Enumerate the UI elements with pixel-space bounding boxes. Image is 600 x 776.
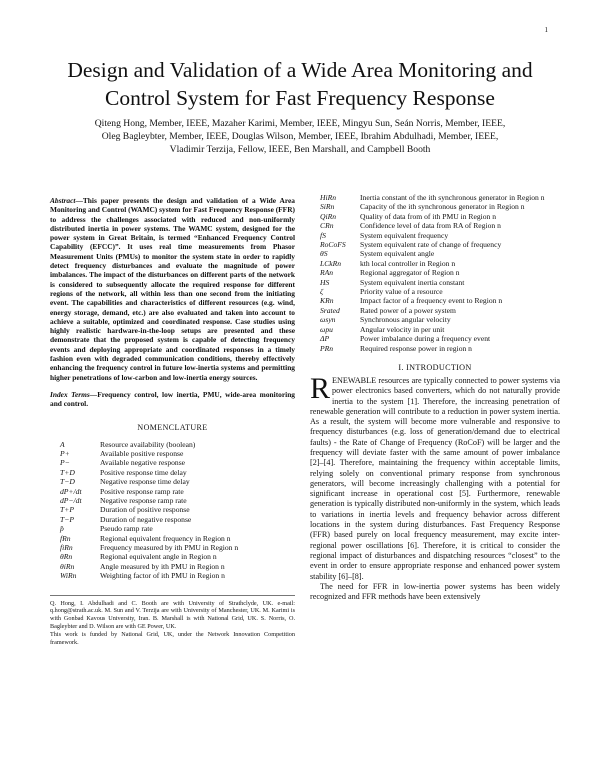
nomenclature-description: System equivalent rate of change of frequency [360, 240, 502, 250]
nomenclature-description: Power imbalance during a frequency event [360, 334, 491, 344]
nomenclature-symbol: RoCoFS [320, 240, 346, 250]
nomenclature-symbol: ΔP [320, 334, 330, 344]
nomenclature-row [50, 477, 295, 486]
right-column [310, 193, 560, 602]
nomenclature-description: Regional equivalent angle in Region n [100, 552, 217, 562]
nomenclature-row [50, 534, 295, 543]
nomenclature-description: Available negative response [100, 458, 186, 468]
nomenclature-table-right [310, 193, 560, 353]
nomenclature-symbol: ωsyn [320, 315, 336, 325]
nomenclature-symbol: θRn [60, 552, 73, 562]
nomenclature-symbol: fiRn [60, 543, 73, 552]
nomenclature-symbol: A [60, 439, 65, 449]
nomenclature-description: Duration of positive response [100, 505, 190, 515]
nomenclature-symbol: fRn [60, 533, 71, 543]
nomenclature-symbol: P− [60, 458, 70, 468]
nomenclature-row [50, 552, 295, 561]
nomenclature-row [50, 496, 295, 505]
nomenclature-symbol: θS [320, 249, 328, 259]
nomenclature-row [310, 231, 560, 240]
nomenclature-row [310, 259, 560, 268]
nomenclature-symbol: dP+/dt [60, 486, 82, 496]
nomenclature-row [310, 240, 560, 249]
nomenclature-description: Duration of negative response [100, 514, 192, 524]
nomenclature-symbol: KRn [320, 296, 334, 306]
nomenclature-description: Required response power in region n [360, 343, 472, 353]
abstract-text: —This paper presents the design and validation of a Wide Area Monitoring and Control (WAMC) system for Fast Frequency Response (FFR) to address the challenges associated with reduced and non-uniformly distributed inertia in power systems. The WAMC system, designed for the power system in Great Britain, is termed “Enhanced Frequency Control Capability (EFCC)”. It uses real time measurements from Phasor Measurement Units (PMUs) to monitor the system state in order to rapidly detect frequency disturbances and evaluate the magnitude of power imbalances. The impact of the disturbances on different parts of the network is considered to subsequently allocate the required response for different regions of the network, all within less than one second from the initiating event. The capabilities and characteristics of different resources (e.g. wind, energy storage, demand, etc.) are also evaluated and taken into account to achieve a suitable, optimized and coordinated response. Case studies using highly realistic hardware-in-the-loop setups are presented and these demonstrate that the proposed system is capable of detecting frequency events and deploying appropriate and coordinated responses in a timely fashion even with degraded communication conditions, thereby effectively enhancing the frequency control in future low-inertia systems and permitting higher penetrations of low-carbon and low-inertia energy sources. [50, 196, 295, 382]
drop-cap: R [310, 371, 331, 405]
nomenclature-row [50, 505, 295, 514]
index-terms-label: Index Terms [50, 389, 90, 399]
nomenclature-row [50, 562, 295, 571]
nomenclature-description: Positive response time delay [100, 467, 187, 477]
nomenclature-row [310, 315, 560, 324]
nomenclature-symbol: P+ [60, 448, 70, 458]
nomenclature-table-left [50, 440, 295, 581]
nomenclature-description: Impact factor of a frequency event to Region n [360, 296, 503, 306]
nomenclature-symbol: T−D [60, 477, 75, 487]
nomenclature-symbol: WiRn [60, 571, 77, 581]
nomenclature-row [310, 268, 560, 277]
nomenclature-row [50, 449, 295, 458]
nomenclature-description: Angular velocity in per unit [360, 324, 445, 334]
nomenclature-row [50, 468, 295, 477]
intro-heading: I. INTRODUCTION [398, 362, 472, 372]
nomenclature-symbol: dP−/dt [60, 495, 82, 505]
nomenclature-row [310, 306, 560, 315]
nomenclature-symbol: T−P [60, 514, 74, 524]
nomenclature-symbol: T+D [60, 467, 75, 477]
intro-paragraph: The need for FFR in low-inertia power systems has been widely recognized and FFR methods have been extensively [310, 581, 560, 602]
nomenclature-description: Weighting factor of ith PMU in Region n [100, 571, 225, 581]
nomenclature-description: Negative response time delay [100, 477, 190, 487]
nomenclature-row [310, 212, 560, 221]
page-number: 1 [544, 26, 548, 34]
nomenclature-row [310, 334, 560, 343]
author-line: Qiteng Hong, Member, IEEE, Mazaher Karimi, Member, IEEE, Mingyu Sun, Seán Norris, Member, IEEE, [94, 118, 506, 129]
footnote-affiliations: Q. Hong, I. Abdulhadi and C. Booth are with University of Strathclyde, UK. e-mail: q.hong@strath.ac.uk. M. Sun and V. Terzija are with University of Manchester, UK. M. Karimi is with Gonbad Kavous University, Iran. B. Marshall is with National Grid, UK. S. Norris, O. Bagleybter and D. Wilson are with GE Power, UK. [50, 599, 295, 631]
abstract [50, 196, 295, 382]
author-line: Vladimir Terzija, Fellow, IEEE, Ben Marshall, and Campbell Booth [169, 144, 431, 155]
nomenclature-symbol: ωpu [320, 324, 333, 334]
index-terms [50, 390, 295, 409]
nomenclature-description: Angle measured by ith PMU in Region n [100, 561, 225, 571]
author-line: Oleg Bagleybter, Member, IEEE, Douglas Wilson, Member, IEEE, Ibrahim Abdulhadi, Member, IEEE, [101, 131, 499, 142]
introduction [310, 371, 560, 603]
index-terms-text: —Frequency control, low inertia, PMU, wide-area monitoring and control. [50, 389, 295, 409]
nomenclature-description: Confidence level of data from RA of Region n [360, 221, 501, 231]
nomenclature-description: Quality of data from of ith PMU in Region n [360, 211, 497, 221]
nomenclature-description: Rated power of a power system [360, 305, 456, 315]
nomenclature-row [310, 249, 560, 258]
nomenclature-row [310, 202, 560, 211]
nomenclature-symbol: CRn [320, 221, 334, 231]
nomenclature-description: Regional equivalent frequency in Region n [100, 533, 231, 543]
nomenclature-description: System equivalent frequency [360, 230, 449, 240]
intro-text: ENEWABLE resources are typically connected to power systems via power electronics based converters, which do not naturally provide inertia to the system [1]. Therefore, the increasing penetration of renewable generation will contribute to a reduction in power system inertia. As a result, the system will become more vulnerable and responsive to frequency disturbances (e.g. loss of generation/demand due to electrical faults) - the Rate of Change of Frequency (RoCoF) will be larger and the frequency will deviate faster with the same amount of power imbalance [2]–[4]. Therefore, maintaining the frequency within acceptable limits, relying solely on conventional primary response from synchronous generators, will become increasingly challenging with a potential for significant increase in operational cost [5]. Furthermore, renewable generation is typically distributed non-uniformly in the system, which leads to variations in inertia levels and frequency behavior across different locations in the system during disturbances. Fast Frequency Response (FFR) based purely on local frequency measurement, may excite inter-regional power oscillations [6]. Therefore, it is critical to consider the regional impact of disturbances and dispatching resources “closest” to the event in order to ensure appropriate response and enhanced power system stability [6]–[8]. [310, 375, 560, 581]
footnote-funding: This work is funded by National Grid, UK, under the Network Innovation Competition framework. [50, 630, 295, 646]
nomenclature-heading: NOMENCLATURE [137, 422, 208, 432]
nomenclature-row [50, 515, 295, 524]
nomenclature-symbol: T+P [60, 505, 74, 515]
nomenclature-description: Frequency measured by ith PMU in Region n [100, 543, 239, 552]
nomenclature-symbol: QiRn [320, 211, 337, 221]
nomenclature-symbol: SiRn [320, 202, 335, 212]
paper-title: Design and Validation of a Wide Area Monitoring and Control System for Fast Frequency Response [67, 58, 533, 110]
nomenclature-row [310, 193, 560, 202]
nomenclature-symbol: ζ [320, 287, 324, 297]
nomenclature-description: Priority value of a resource [360, 287, 443, 297]
nomenclature-description: Regional aggregator of Region n [360, 268, 460, 278]
nomenclature-symbol: Srated [320, 305, 340, 315]
abstract-label: Abstract [50, 196, 76, 205]
nomenclature-description: Positive response ramp rate [100, 486, 184, 496]
nomenclature-symbol: LCkRn [320, 258, 342, 268]
nomenclature-description: Available positive response [100, 448, 184, 458]
nomenclature-description: Resource availability (boolean) [100, 439, 196, 449]
author-list [40, 117, 560, 156]
nomenclature-symbol: HiRn [320, 193, 337, 202]
nomenclature-description: Capacity of the ith synchronous generator in Region n [360, 202, 525, 212]
nomenclature-description: System equivalent inertia constant [360, 277, 465, 287]
nomenclature-row [50, 571, 295, 580]
nomenclature-symbol: PRn [320, 343, 334, 353]
nomenclature-description: Pseudo ramp rate [100, 524, 153, 534]
nomenclature-symbol: HS [320, 277, 330, 287]
nomenclature-description: Negative response ramp rate [100, 495, 187, 505]
nomenclature-row [310, 344, 560, 353]
nomenclature-description: Synchronous angular velocity [360, 315, 451, 325]
nomenclature-row [310, 325, 560, 334]
nomenclature-row [50, 487, 295, 496]
nomenclature-row [50, 440, 295, 449]
nomenclature-symbol: θiRn [60, 561, 75, 571]
footnote [50, 595, 295, 647]
nomenclature-description: Inertia constant of the ith synchronous generator in Region n [360, 193, 545, 202]
nomenclature-description: kth local controller in Region n [360, 258, 456, 268]
nomenclature-row [310, 221, 560, 230]
intro-paragraph [310, 371, 560, 582]
nomenclature-symbol: p̂ [60, 524, 64, 534]
left-column [50, 196, 295, 646]
nomenclature-symbol: fS [320, 230, 326, 240]
nomenclature-description: System equivalent angle [360, 249, 435, 259]
nomenclature-row [50, 543, 295, 552]
nomenclature-symbol: RAn [320, 268, 334, 278]
nomenclature-row [310, 278, 560, 287]
nomenclature-row [310, 287, 560, 296]
nomenclature-row [50, 458, 295, 467]
nomenclature-row [50, 524, 295, 533]
nomenclature-row [310, 296, 560, 305]
